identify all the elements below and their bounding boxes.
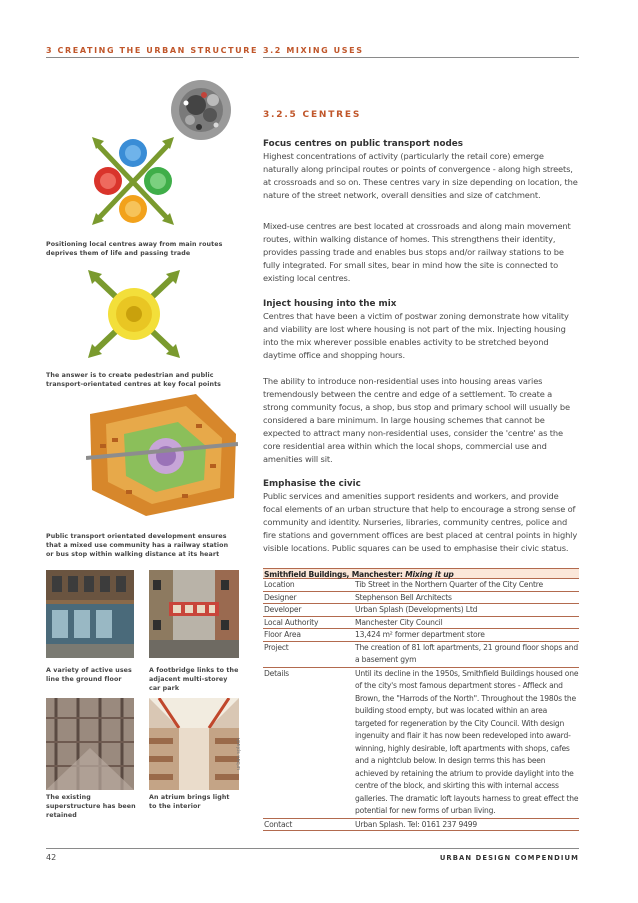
table-row	[263, 604, 579, 617]
focal-centre-diagram	[86, 268, 182, 360]
table-row	[263, 629, 579, 642]
row-value: The creation of 81 loft apartments, 21 ground floor shops and a basement gym	[355, 642, 578, 664]
inject-paragraph-1: Centres that have been a victim of postwar zoning demonstrate how vitality and viability are lost where housing is not part of the mix. Injecting housing into the mix wherever possible enables activity to be stretched beyond daytime office and shopping hours.	[263, 311, 569, 360]
case-study-table	[263, 568, 579, 831]
focus-heading: Focus centres on public transport nodes	[263, 139, 463, 149]
four-centres-diagram	[88, 133, 178, 229]
row-value: Urban Splash (Developments) Ltd	[355, 605, 478, 614]
row-value: Tib Street in the Northern Quarter of the City Centre	[355, 580, 544, 589]
table-row	[263, 642, 579, 668]
chapter-header: 3 CREATING THE URBAN STRUCTURE	[46, 46, 259, 55]
atrium-photo	[149, 698, 239, 790]
header-rule-right	[263, 57, 579, 58]
superstructure-photo	[46, 698, 134, 790]
row-value: Manchester City Council	[355, 617, 443, 627]
row-value: Until its decline in the 1950s, Smithfield Buildings housed one of the city's most famous department stores - Affleck and Brown, the "Harrods of the North". Throughout the 1980s the building stood empty, but was located within an area targeted for regeneration by the City Council. With design ingenuity and flair it has now been redeveloped into award-winning, highly desirable, loft apartments with shops, cafes and a nightclub below. In design terms this has been achieved by retaining the atrium to provide daylight into the centre of the block, and skirting this with internal access galleries. The dramatic loft layouts harness to great effect the potential for new forms of urban living.	[355, 668, 579, 815]
caption-transport-development: Public transport orientated development ensures that a mixed use community has a railway station or bus stop within walking distance at its heart	[46, 533, 229, 558]
table-row	[263, 668, 579, 819]
caption-footbridge: A footbridge links to the adjacent multi-storey car park	[149, 667, 239, 692]
ground-floor-photo	[46, 570, 134, 658]
focus-paragraph-2: Mixed-use centres are best located at crossroads and along main movement routes, within walking distance of homes. This strengthens their identity, provides passing trade and enables bus stops and/or railway stations to be fully integrated. For small sites, bear in mind how the site is connected to existing local centres.	[263, 221, 571, 283]
table-row	[263, 617, 579, 630]
header-rule-left	[46, 57, 243, 58]
table-title-italic: Mixing it up	[405, 570, 454, 579]
inject-paragraph-2: The ability to introduce non-residential uses into housing areas varies tremendously between the centre and edge of a settlement. To create a strong community focus, a shop, bus stop and primary school will usually be considered a bare minimum. In large housing schemes that cannot be expected to attract many non-residential uses, consider the 'centre' as the core residential area within which the local shops, commercial use and amenities will sit.	[263, 376, 570, 464]
table-title	[263, 568, 579, 579]
row-key: Developer	[264, 605, 302, 614]
transit-oriented-development-diagram	[86, 394, 238, 518]
row-key: Project	[264, 642, 289, 652]
footbridge-photo	[149, 570, 239, 658]
inject-heading: Inject housing into the mix	[263, 299, 397, 309]
focus-paragraph-1: Highest concentrations of activity (particularly the retail core) emerge naturally along principal routes or points of convergence - along high streets, at crossroads and so on. These centres vary in size depending on location, the nature of the street network, overall densities and size of catchment.	[263, 151, 578, 200]
civic-paragraph-1: Public services and amenities support residents and workers, and provide focal elements of an urban structure that help to encourage a strong sense of community and identity. Nurseries, libraries, community centres, police and fire stations and government offices are best placed at central points in highly visible locations. Public squares can be used to emphasise their civic status.	[263, 491, 578, 553]
row-value: Urban Splash. Tel: 0161 237 9499	[355, 819, 478, 829]
civic-section	[263, 478, 579, 555]
caption-atrium: An atrium brings light to the interior	[149, 794, 230, 810]
row-key: Details	[264, 668, 289, 678]
row-value: Stephenson Bell Architects	[355, 592, 452, 602]
row-value: 13,424 m² former department store	[355, 630, 485, 639]
section-title: 3.2.5 CENTRES	[263, 110, 362, 120]
section-header: 3.2 MIXING USES	[263, 46, 364, 55]
row-key: Local Authority	[264, 617, 319, 627]
footer-rule	[46, 848, 579, 849]
civic-heading: Emphasise the civic	[263, 479, 361, 489]
table-row	[263, 579, 579, 592]
publication-title: URBAN DESIGN COMPENDIUM	[439, 854, 579, 862]
inject-section	[263, 298, 579, 362]
caption-active-uses: A variety of active uses line the ground floor	[46, 667, 132, 683]
row-key: Location	[264, 580, 295, 589]
caption-positioning-centres: Positioning local centres away from main routes deprives them of life and passing trade	[46, 241, 223, 257]
table-row	[263, 819, 579, 832]
row-key: Contact	[264, 819, 293, 829]
focus-section	[263, 138, 579, 202]
caption-pedestrian-centres: The answer is to create pedestrian and public transport-orientated centres at key focal points	[46, 372, 222, 388]
row-key: Floor Area	[264, 630, 301, 639]
table-title-text: Smithfield Buildings, Manchester:	[264, 570, 403, 579]
row-key: Designer	[264, 592, 297, 602]
caption-superstructure: The existing superstructure has been retained	[46, 794, 136, 819]
table-row	[263, 592, 579, 605]
page-number: 42	[46, 853, 57, 862]
photo-credit: urban splash	[236, 737, 242, 770]
